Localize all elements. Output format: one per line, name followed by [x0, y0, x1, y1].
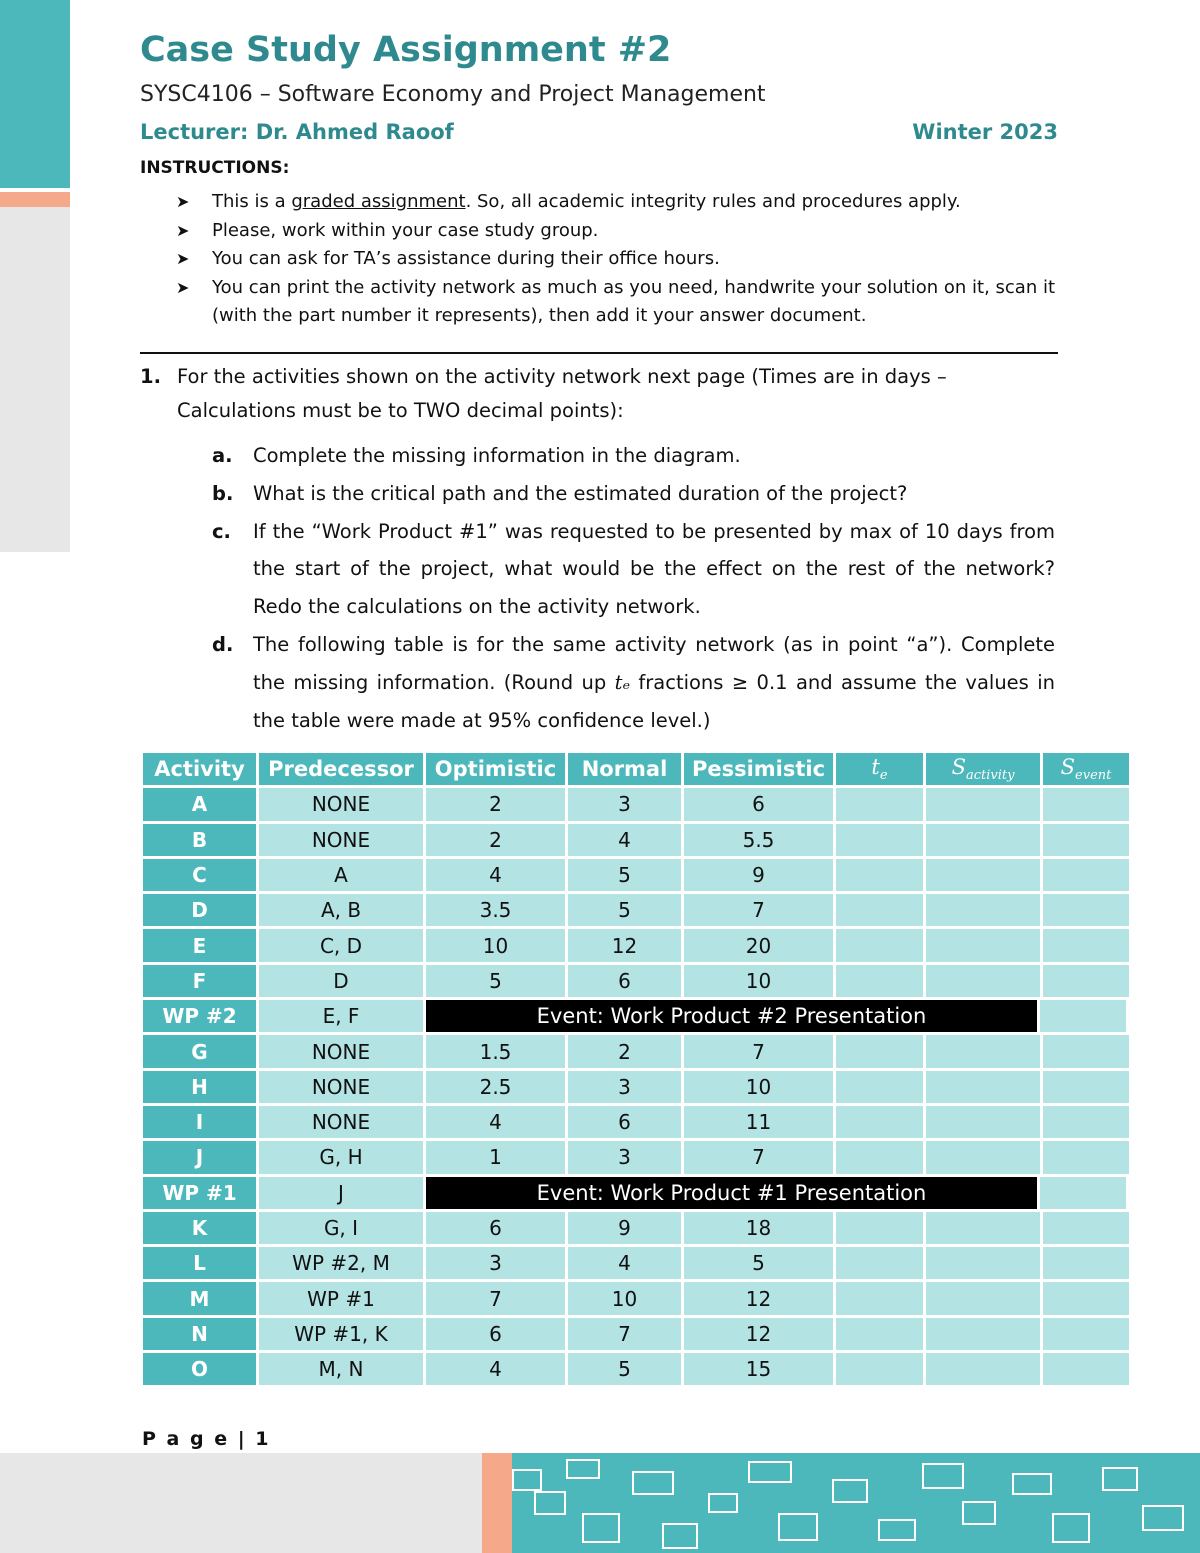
- pessimistic-cell: 12: [684, 1282, 836, 1317]
- table-header-row: [143, 753, 1132, 788]
- s-activity-cell: [926, 1353, 1043, 1388]
- predecessor-cell: NONE: [259, 1106, 426, 1141]
- question-text: For the activities shown on the activity network next page (Times are in days – Calculations must be to TWO decimal points):: [177, 365, 947, 422]
- predecessor-cell: NONE: [259, 1071, 426, 1106]
- activity-cell: L: [143, 1247, 259, 1282]
- s-event-cell: [1043, 965, 1132, 1000]
- predecessor-cell: G, H: [259, 1141, 426, 1176]
- activity-cell: WP #2: [143, 1000, 259, 1035]
- left-decoration-gray: [0, 207, 70, 552]
- activity-cell: O: [143, 1353, 259, 1388]
- normal-cell: 3: [568, 1071, 684, 1106]
- arrow-bullet-icon: ➤: [176, 277, 190, 297]
- pattern-square: [662, 1523, 698, 1549]
- table-row: [143, 1212, 1132, 1247]
- table-row: [143, 1106, 1132, 1141]
- table-row: [143, 1247, 1132, 1282]
- normal-cell: 4: [568, 824, 684, 859]
- pattern-square: [878, 1519, 916, 1541]
- arrow-bullet-icon: ➤: [176, 220, 190, 240]
- normal-cell: 5: [568, 1353, 684, 1388]
- instruction-item: ➤ This is a graded assignment. So, all academic integrity rules and procedures apply.: [176, 188, 1076, 217]
- s-event-cell: [1043, 859, 1132, 894]
- table-row: [143, 1353, 1132, 1388]
- optimistic-cell: 7: [426, 1282, 568, 1317]
- left-decoration-orange: [0, 192, 70, 207]
- optimistic-cell: 2: [426, 824, 568, 859]
- header-s-activity: $S_{activity}$: [926, 753, 1043, 788]
- pessimistic-cell: 7: [684, 1141, 836, 1176]
- normal-cell: 12: [568, 929, 684, 964]
- question-number: 1.: [140, 365, 161, 388]
- header-te: $t_e$: [836, 753, 926, 788]
- s-event-cell: [1043, 1247, 1132, 1282]
- s-event-cell: [1043, 1282, 1132, 1317]
- table-body: [143, 788, 1132, 1388]
- s-event-cell: [1043, 1071, 1132, 1106]
- normal-cell: 7: [568, 1318, 684, 1353]
- te-symbol: tₑ: [614, 670, 630, 694]
- normal-cell: 3: [568, 1141, 684, 1176]
- table-row: [143, 1071, 1132, 1106]
- s-event-cell: [1043, 1318, 1132, 1353]
- pattern-square: [748, 1461, 792, 1483]
- pattern-square: [512, 1469, 542, 1491]
- instruction-item: ➤ Please, work within your case study group.: [176, 217, 1076, 246]
- activity-cell: N: [143, 1318, 259, 1353]
- activity-cell: G: [143, 1035, 259, 1070]
- optimistic-cell: 2.5: [426, 1071, 568, 1106]
- s-event-cell: [1043, 1141, 1132, 1176]
- pattern-square: [922, 1463, 964, 1489]
- table-row: [143, 929, 1132, 964]
- optimistic-cell: 6: [426, 1318, 568, 1353]
- pessimistic-cell: 10: [684, 965, 836, 1000]
- term-label: Winter 2023: [912, 120, 1058, 144]
- s-event-cell: [1043, 1212, 1132, 1247]
- predecessor-cell: A: [259, 859, 426, 894]
- s-activity-cell: [926, 1282, 1043, 1317]
- pessimistic-cell: 11: [684, 1106, 836, 1141]
- optimistic-cell: 4: [426, 1106, 568, 1141]
- predecessor-cell: G, I: [259, 1212, 426, 1247]
- table-row: [143, 894, 1132, 929]
- header-optimistic: Optimistic: [426, 753, 568, 788]
- optimistic-cell: 4: [426, 859, 568, 894]
- pattern-square: [582, 1513, 620, 1543]
- table-row: [143, 965, 1132, 1000]
- course-subtitle: SYSC4106 – Software Economy and Project Management: [140, 82, 766, 107]
- te-cell: [836, 1247, 926, 1282]
- header-pessimistic: Pessimistic: [684, 753, 836, 788]
- activity-cell: E: [143, 929, 259, 964]
- s-activity-cell: [926, 824, 1043, 859]
- optimistic-cell: 10: [426, 929, 568, 964]
- s-activity-cell: [926, 1247, 1043, 1282]
- pessimistic-cell: 5: [684, 1247, 836, 1282]
- s-event-cell: [1040, 1177, 1129, 1212]
- question-parts: [212, 437, 1055, 739]
- te-cell: [836, 1035, 926, 1070]
- instruction-item: ➤ You can print the activity network as much as you need, handwrite your solution on it, scan it (with the part number it represents), then add it your answer document.: [176, 274, 1076, 331]
- pessimistic-cell: 5.5: [684, 824, 836, 859]
- bottom-decoration-gray: [0, 1453, 482, 1553]
- predecessor-cell: C, D: [259, 929, 426, 964]
- question-part-c: c. If the “Work Product #1” was requested to be presented by max of 10 days from the start of the project, what would be the effect on the rest of the network? Redo the calculations on the activity network.: [212, 519, 1055, 619]
- table-row: [143, 1035, 1132, 1070]
- activity-cell: WP #1: [143, 1177, 259, 1212]
- te-cell: [836, 894, 926, 929]
- s-activity-cell: [926, 929, 1043, 964]
- event-cell: Event: Work Product #2 Presentation: [426, 1000, 1040, 1035]
- optimistic-cell: 4: [426, 1353, 568, 1388]
- table-row: [143, 1282, 1132, 1317]
- bottom-decoration-orange: [482, 1453, 512, 1553]
- predecessor-cell: WP #1, K: [259, 1318, 426, 1353]
- pessimistic-cell: 18: [684, 1212, 836, 1247]
- te-cell: [836, 1353, 926, 1388]
- normal-cell: 2: [568, 1035, 684, 1070]
- question-part-b: b. What is the critical path and the estimated duration of the project?: [212, 481, 908, 505]
- s-event-cell: [1043, 929, 1132, 964]
- s-event-cell: [1043, 1035, 1132, 1070]
- event-cell: Event: Work Product #1 Presentation: [426, 1177, 1040, 1212]
- predecessor-cell: A, B: [259, 894, 426, 929]
- table-row: [143, 1141, 1132, 1176]
- pessimistic-cell: 9: [684, 859, 836, 894]
- optimistic-cell: 1: [426, 1141, 568, 1176]
- page-number: P a g e | 1: [142, 1428, 271, 1450]
- pattern-square: [708, 1493, 738, 1513]
- pessimistic-cell: 12: [684, 1318, 836, 1353]
- normal-cell: 5: [568, 859, 684, 894]
- s-activity-cell: [926, 1071, 1043, 1106]
- pattern-square: [962, 1501, 996, 1525]
- table-row: [143, 788, 1132, 823]
- predecessor-cell: NONE: [259, 824, 426, 859]
- pattern-square: [632, 1471, 674, 1495]
- question-part-d: d. The following table is for the same activity network (as in point “a”). Complete the missing information. (Round up tₑ fractions ≥ 0.1 and assume the values in the table were made at 95% confidence level.): [212, 632, 1056, 732]
- instructions-heading: INSTRUCTIONS:: [140, 158, 290, 178]
- s-event-cell: [1040, 1000, 1129, 1035]
- instruction-item: ➤ You can ask for TA’s assistance during their office hours.: [176, 245, 1076, 274]
- lecturer-name: Lecturer: Dr. Ahmed Raoof: [140, 120, 454, 144]
- pessimistic-cell: 10: [684, 1071, 836, 1106]
- s-event-cell: [1043, 1106, 1132, 1141]
- te-cell: [836, 965, 926, 1000]
- question-1: [140, 360, 1058, 428]
- normal-cell: 6: [568, 1106, 684, 1141]
- s-event-cell: [1043, 788, 1132, 823]
- table-row: [143, 1000, 1132, 1035]
- pattern-square: [1142, 1505, 1184, 1531]
- s-event-cell: [1043, 894, 1132, 929]
- te-cell: [836, 1106, 926, 1141]
- table-row: [143, 1318, 1132, 1353]
- activity-cell: C: [143, 859, 259, 894]
- optimistic-cell: 1.5: [426, 1035, 568, 1070]
- pattern-square: [1052, 1513, 1090, 1543]
- table-row: [143, 1177, 1132, 1212]
- instructions-list: [176, 188, 1076, 331]
- te-cell: [836, 1071, 926, 1106]
- pessimistic-cell: 7: [684, 1035, 836, 1070]
- pattern-square: [778, 1513, 818, 1541]
- activity-cell: J: [143, 1141, 259, 1176]
- pessimistic-cell: 7: [684, 894, 836, 929]
- normal-cell: 5: [568, 894, 684, 929]
- optimistic-cell: 2: [426, 788, 568, 823]
- s-activity-cell: [926, 788, 1043, 823]
- predecessor-cell: J: [259, 1177, 426, 1212]
- pattern-square: [1012, 1473, 1052, 1495]
- te-cell: [836, 824, 926, 859]
- predecessor-cell: D: [259, 965, 426, 1000]
- s-activity-cell: [926, 894, 1043, 929]
- graded-assignment-text: graded assignment: [291, 191, 466, 212]
- left-decoration-teal: [0, 0, 70, 188]
- predecessor-cell: E, F: [259, 1000, 426, 1035]
- te-cell: [836, 929, 926, 964]
- activity-cell: H: [143, 1071, 259, 1106]
- s-activity-cell: [926, 1035, 1043, 1070]
- optimistic-cell: 3.5: [426, 894, 568, 929]
- activity-cell: M: [143, 1282, 259, 1317]
- activity-cell: I: [143, 1106, 259, 1141]
- te-cell: [836, 1212, 926, 1247]
- optimistic-cell: 3: [426, 1247, 568, 1282]
- section-divider: [140, 352, 1058, 354]
- s-activity-cell: [926, 1212, 1043, 1247]
- pattern-square: [832, 1479, 868, 1503]
- pessimistic-cell: 20: [684, 929, 836, 964]
- predecessor-cell: M, N: [259, 1353, 426, 1388]
- activity-table: [143, 753, 1132, 1388]
- te-cell: [836, 1141, 926, 1176]
- te-cell: [836, 859, 926, 894]
- activity-cell: D: [143, 894, 259, 929]
- normal-cell: 3: [568, 788, 684, 823]
- predecessor-cell: NONE: [259, 788, 426, 823]
- predecessor-cell: NONE: [259, 1035, 426, 1070]
- header-activity: Activity: [143, 753, 259, 788]
- page-title: Case Study Assignment #2: [140, 30, 672, 70]
- question-part-a: a. Complete the missing information in the diagram.: [212, 444, 741, 467]
- te-cell: [836, 1318, 926, 1353]
- bottom-decoration-pattern: [512, 1453, 1200, 1553]
- pattern-square: [566, 1459, 600, 1479]
- header-s-event: $S_{event}$: [1043, 753, 1132, 788]
- s-activity-cell: [926, 1106, 1043, 1141]
- s-activity-cell: [926, 1141, 1043, 1176]
- header-normal: Normal: [568, 753, 684, 788]
- activity-cell: B: [143, 824, 259, 859]
- te-cell: [836, 788, 926, 823]
- optimistic-cell: 6: [426, 1212, 568, 1247]
- table-row: [143, 824, 1132, 859]
- s-activity-cell: [926, 965, 1043, 1000]
- normal-cell: 4: [568, 1247, 684, 1282]
- s-event-cell: [1043, 1353, 1132, 1388]
- predecessor-cell: WP #2, M: [259, 1247, 426, 1282]
- header-predecessor: Predecessor: [259, 753, 426, 788]
- normal-cell: 9: [568, 1212, 684, 1247]
- activity-cell: A: [143, 788, 259, 823]
- pattern-square: [1102, 1467, 1138, 1491]
- normal-cell: 6: [568, 965, 684, 1000]
- pattern-square: [534, 1491, 566, 1515]
- activity-cell: F: [143, 965, 259, 1000]
- activity-cell: K: [143, 1212, 259, 1247]
- optimistic-cell: 5: [426, 965, 568, 1000]
- s-activity-cell: [926, 1318, 1043, 1353]
- arrow-bullet-icon: ➤: [176, 192, 190, 211]
- s-activity-cell: [926, 859, 1043, 894]
- pessimistic-cell: 15: [684, 1353, 836, 1388]
- arrow-bullet-icon: ➤: [176, 249, 190, 268]
- s-event-cell: [1043, 824, 1132, 859]
- pessimistic-cell: 6: [684, 788, 836, 823]
- table-row: [143, 859, 1132, 894]
- te-cell: [836, 1282, 926, 1317]
- predecessor-cell: WP #1: [259, 1282, 426, 1317]
- normal-cell: 10: [568, 1282, 684, 1317]
